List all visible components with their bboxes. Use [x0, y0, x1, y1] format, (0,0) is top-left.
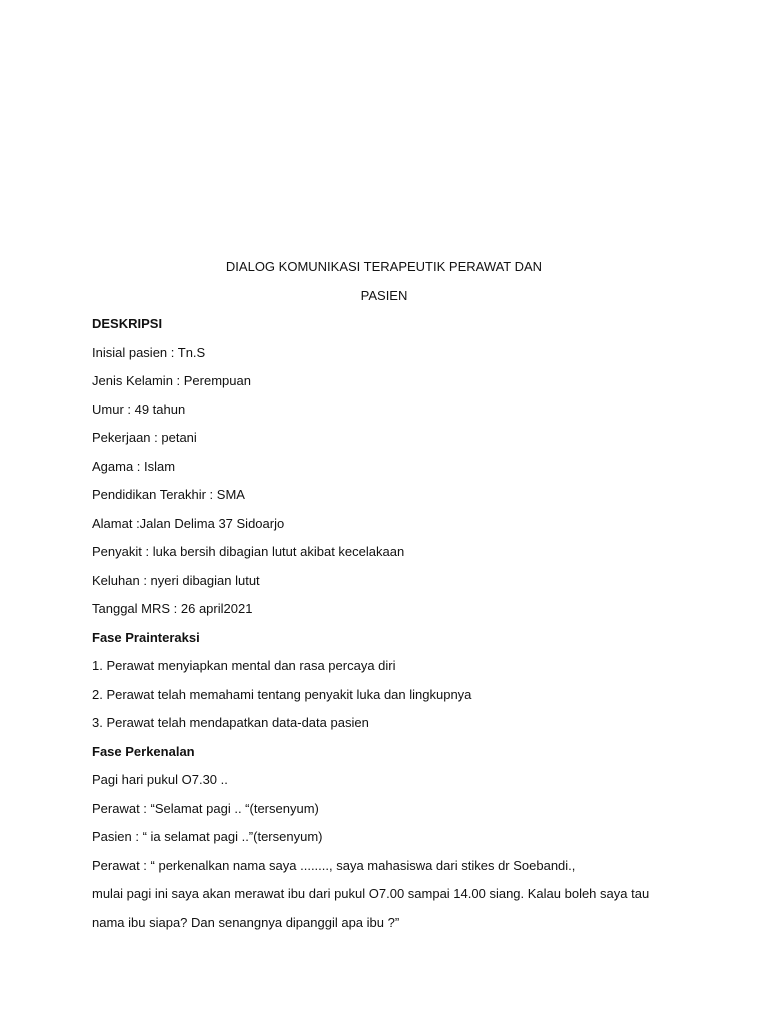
patient-illness: Penyakit : luka bersih dibagian lutut akibat kecelakaan	[92, 544, 405, 559]
admission-date: Tanggal MRS : 26 april2021	[92, 601, 253, 616]
list-item: 3. Perawat telah mendapatkan data-data pasien	[92, 715, 369, 730]
section-heading-prainteraksi: Fase Prainteraksi	[92, 629, 200, 645]
document-title: DIALOG KOMUNIKASI TERAPEUTIK PERAWAT DAN	[225, 259, 543, 274]
patient-occupation: Pekerjaan : petani	[92, 430, 197, 445]
patient-education: Pendidikan Terakhir : SMA	[92, 487, 245, 502]
dialog-time: Pagi hari pukul O7.30 ..	[92, 772, 228, 787]
document-title-continued: PASIEN	[360, 288, 408, 303]
dialog-line: mulai pagi ini saya akan merawat ibu dari pukul O7.00 sampai 14.00 siang. Kalau boleh saya tau	[92, 886, 650, 901]
list-item: 2. Perawat telah memahami tentang penyakit luka dan lingkupnya	[92, 686, 472, 702]
dialog-line: Pasien : “ ia selamat pagi ..”(tersenyum)	[92, 829, 323, 844]
section-heading-perkenalan: Fase Perkenalan	[92, 743, 195, 759]
document-body	[92, 316, 732, 943]
dialog-line: nama ibu siapa? Dan senangnya dipanggil apa ibu ?”	[92, 914, 400, 930]
patient-gender: Jenis Kelamin : Perempuan	[92, 373, 251, 388]
patient-religion: Agama : Islam	[92, 458, 176, 474]
dialog-line: Perawat : “ perkenalkan nama saya ........, saya mahasiswa dari stikes dr Soebandi.,	[92, 857, 576, 873]
dialog-line: Perawat : “Selamat pagi .. “(tersenyum)	[92, 800, 319, 816]
patient-address: Alamat :Jalan Delima 37 Sidoarjo	[92, 515, 285, 531]
patient-initial: Inisial pasien : Tn.S	[92, 344, 206, 360]
patient-complaint: Keluhan : nyeri dibagian lutut	[92, 572, 260, 588]
patient-age: Umur : 49 tahun	[92, 401, 186, 417]
list-item: 1. Perawat menyiapkan mental dan rasa percaya diri	[92, 658, 396, 673]
section-heading-deskripsi: DESKRIPSI	[92, 316, 163, 331]
